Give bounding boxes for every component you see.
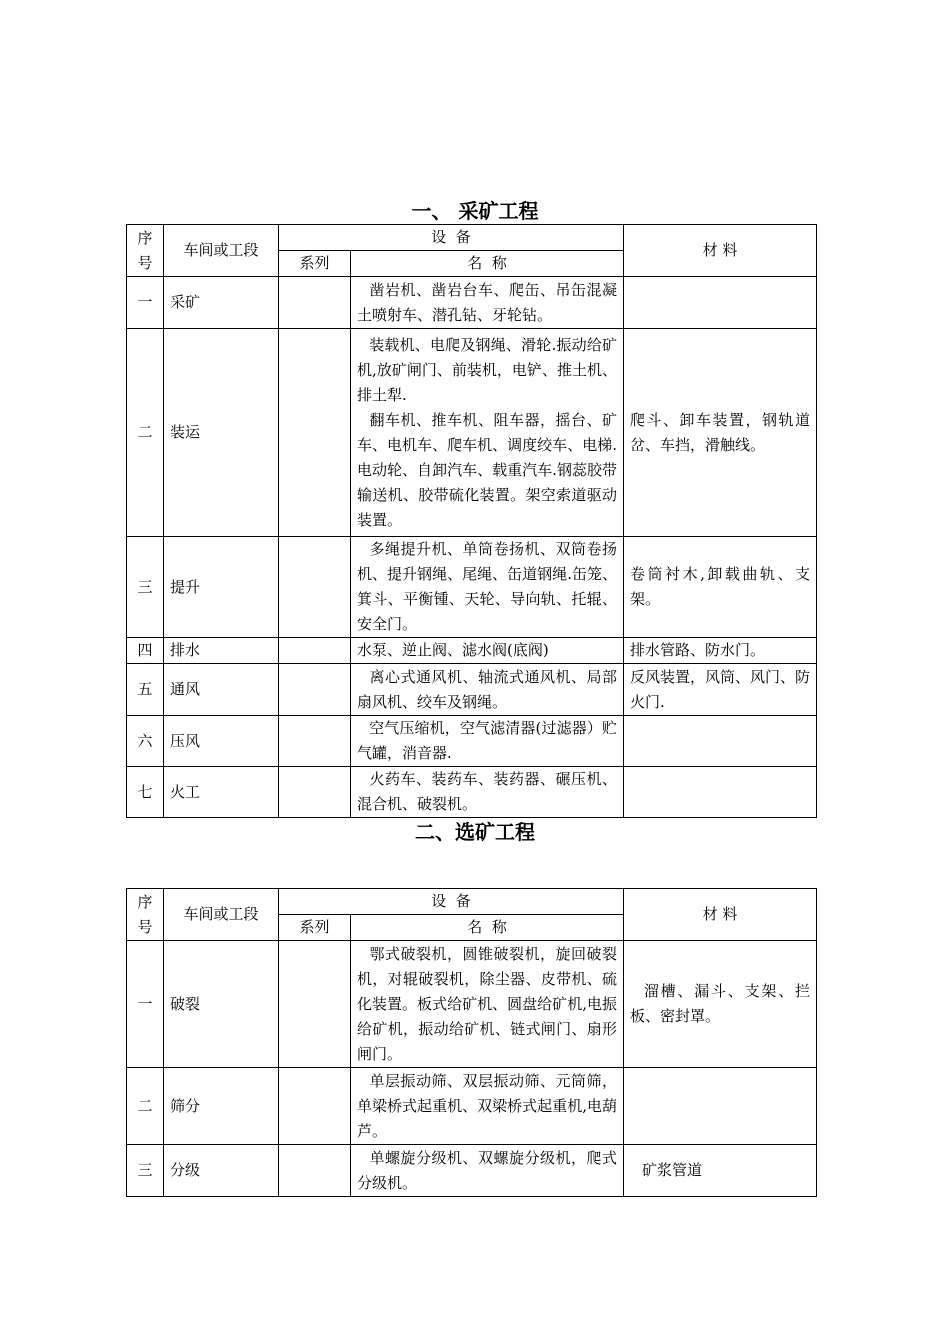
row-equipment-name: 鄂式破裂机，圆锥破裂机，旋回破裂机，对辊破裂机，除尘器、皮带机、硫化装置。板式给矿机、圆盘给矿机,电振给矿机，振动给矿机、链式闸门、扇形闸门。: [351, 941, 624, 1068]
header-equipment: 设 备: [279, 889, 624, 915]
row-seq: 六: [127, 716, 164, 767]
row-workshop: 装运: [164, 329, 279, 537]
row-material: 爬斗、卸车装置，钢轨道岔、车挡，滑触线。: [624, 329, 817, 537]
row-workshop: 排水: [164, 638, 279, 664]
row-seq: 二: [127, 329, 164, 537]
row-workshop: 压风: [164, 716, 279, 767]
table-row: [127, 537, 817, 638]
row-equipment-name: 多绳提升机、单筒卷扬机、双筒卷扬机、提升钢绳、尾绳、缶道钢绳.缶笼、箕斗、平衡锺、天轮、导向轨、托辊、安全门。: [351, 537, 624, 638]
row-material: 矿浆管道: [624, 1145, 817, 1197]
row-equipment-name: 装载机、电爬及钢绳、滑轮.振动给矿机,放矿闸门、前装机，电铲、推土机、排土犁. 翻车机、推车机、阻车器，摇台、矿车、电机车、爬车机、调度绞车、电梯.电动轮、自卸汽车、载重汽车.钢蕊胶带输送机、胶带硫化装置。架空索道驱动装置。: [351, 329, 624, 537]
beneficiation-equipment-table: [126, 888, 817, 1197]
row-workshop: 火工: [164, 767, 279, 818]
row-equipment-name: 空气压缩机，空气滤清器(过滤器）贮气罐，消音器.: [351, 716, 624, 767]
row-seq: 二: [127, 1068, 164, 1145]
section-title-mining: 一、 采矿工程: [411, 199, 539, 223]
row-material: 排水管路、防水门。: [624, 638, 817, 664]
table-row: [127, 329, 817, 537]
row-equipment-name: 单层振动筛、双层振动筛、元筒筛，单梁桥式起重机、双梁桥式起重机,电葫芦。: [351, 1068, 624, 1145]
row-seq: 七: [127, 767, 164, 818]
row-seq: 三: [127, 1145, 164, 1197]
row-workshop: 提升: [164, 537, 279, 638]
row-equipment-name: 凿岩机、凿岩台车、爬缶、吊缶混凝土喷射车、潜孔钻、牙轮钻。: [351, 277, 624, 329]
header-name: 名 称: [351, 251, 624, 277]
mining-equipment-table: [126, 224, 817, 818]
header-workshop: 车间或工段: [164, 889, 279, 941]
row-material: 溜槽、漏斗、支架、拦板、密封罩。: [624, 941, 817, 1068]
header-series: 系列: [279, 915, 351, 941]
header-seq: 序号: [127, 225, 164, 277]
table-row: [127, 664, 817, 716]
header-name: 名 称: [351, 915, 624, 941]
row-workshop: 采矿: [164, 277, 279, 329]
row-seq: 四: [127, 638, 164, 664]
row-material: 反风装置，风筒、风门、防火门.: [624, 664, 817, 716]
row-material: 卷筒衬木,卸载曲轨、支架。: [624, 537, 817, 638]
row-material: [624, 1068, 817, 1145]
header-material: 材 料: [624, 225, 817, 277]
row-equipment-name: 水泵、逆止阀、滤水阀(底阀): [351, 638, 624, 664]
row-series: [279, 329, 351, 537]
row-seq: 一: [127, 277, 164, 329]
row-series: [279, 941, 351, 1068]
row-series: [279, 716, 351, 767]
table-row: [127, 638, 817, 664]
header-equipment: 设 备: [279, 225, 624, 251]
row-series: [279, 277, 351, 329]
table-row: [127, 277, 817, 329]
table-row: [127, 767, 817, 818]
row-material: [624, 716, 817, 767]
row-series: [279, 537, 351, 638]
row-series: [279, 767, 351, 818]
section-title-beneficiation: 二、选矿工程: [415, 820, 535, 844]
row-series: [279, 638, 351, 664]
row-workshop: 通风: [164, 664, 279, 716]
row-material: [624, 277, 817, 329]
header-seq: 序号: [127, 889, 164, 941]
row-series: [279, 664, 351, 716]
row-workshop: 分级: [164, 1145, 279, 1197]
row-workshop: 筛分: [164, 1068, 279, 1145]
row-equipment-name: 火药车、装药车、装药器、碾压机、混合机、破裂机。: [351, 767, 624, 818]
header-material: 材 料: [624, 889, 817, 941]
header-workshop: 车间或工段: [164, 225, 279, 277]
table-row: [127, 716, 817, 767]
row-seq: 三: [127, 537, 164, 638]
header-row: [127, 225, 817, 251]
table-row: [127, 941, 817, 1068]
row-series: [279, 1068, 351, 1145]
row-material: [624, 767, 817, 818]
header-series: 系列: [279, 251, 351, 277]
row-seq: 五: [127, 664, 164, 716]
table-row: [127, 1068, 817, 1145]
table-row: [127, 1145, 817, 1197]
row-equipment-name: 离心式通风机、轴流式通风机、局部扇风机、绞车及钢绳。: [351, 664, 624, 716]
header-row: [127, 889, 817, 915]
row-seq: 一: [127, 941, 164, 1068]
row-equipment-name: 单螺旋分级机、双螺旋分级机，爬式分级机。: [351, 1145, 624, 1197]
row-workshop: 破裂: [164, 941, 279, 1068]
row-series: [279, 1145, 351, 1197]
